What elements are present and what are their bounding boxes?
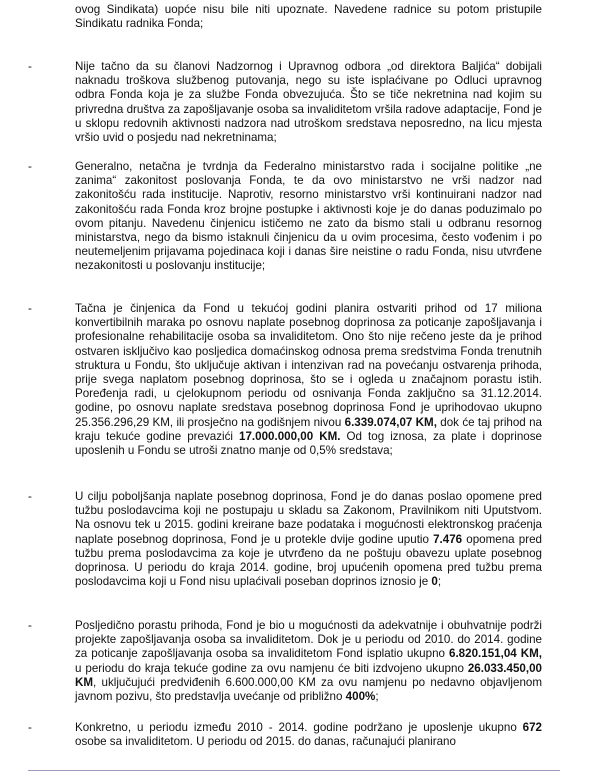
paragraph-text xyxy=(75,3,542,31)
paragraph-text xyxy=(75,302,542,458)
text-run: Od tog iznosa, za plate i doprinose uposlenih u Fondu se utroši znatno manje od 0,5% sredstava; xyxy=(75,429,543,458)
emphasized-figure: 6.339.074,07 KM, xyxy=(344,415,437,429)
emphasized-figure: 0 xyxy=(431,575,438,589)
bullet-dash: - xyxy=(28,721,32,734)
text-run: Tačna je činjenica da Fond u tekućoj godini planira ostvariti prihod od 17 miliona konvertibilnih maraka po osnovu naplate posebnog doprinosa za poticanje zapošljavanja i profesionalne rehabilitacije osoba sa invaliditetom. Ono što nije rečeno jeste da je prihod ostvaren isključivo kao posljedica domaćinskog odnosa prema sredstvima Fonda trenutnih struktura u Fondu, što uključuje aktivan i intenzivan rad na povećanju ostvarenja prihoda, prije svega naplatom posebnog doprinosa, što se i ogleda u značajnom porastu istih. Poređenja radi, u cjelokupnom periodu od osnivanja Fonda zaključno sa 31.12.2014. godine, po osnovu naplate sredstava posebnog doprinosa Fond je uprihodovao ukupno 25.356.296,29 KM, ili prosječno na godišnjem nivou xyxy=(75,302,542,429)
bullet-dash: - xyxy=(28,60,32,73)
paragraph-text xyxy=(75,60,542,145)
text-run: Generalno, netačna je tvrdnja da Federalno ministarstvo rada i socijalne politike „ne zanima“ zakonitost poslovanja Fonda, te da ovo ministarstvo ne vrši nadzor nad zakonitošću rada institucije. Naprotiv, resorno ministarstvo vrši kontinuirani nadzor nad zakonitošću rada Fonda kroz brojne postupke i aktivnosti koje je do danas poduzimalo po ovom pitanju. Navedenu činjenicu ističemo ne zato da bismo stali u odbranu resornog ministarstva, nego da bismo istaknuli činjenicu da u ovim procesima, često vođenim i po neutemeljenim prijavama pojedinaca koji i danas šire neistine o radu Fonda, nisu utvrđene nezakonitosti u poslovanju institucije; xyxy=(75,160,542,273)
emphasized-figure: 17.000.000,00 KM. xyxy=(239,429,341,443)
emphasized-figure: 400% xyxy=(345,690,376,704)
text-run: osobe sa invaliditetom. U periodu od 2015. do danas, računajući planirano xyxy=(75,735,456,749)
text-run: ; xyxy=(437,575,442,589)
text-run: u periodu do kraja tekuće godine za ovu namjenu će biti izdvojeno ukupno xyxy=(75,661,468,675)
emphasized-figure: 6.820.151,04 KM, xyxy=(449,647,542,661)
footer-divider xyxy=(28,770,560,771)
emphasized-figure: 26.033.450,00 KM xyxy=(75,661,542,689)
paragraph-text xyxy=(75,619,542,704)
text-run: U cilju poboljšanja naplate posebnog doprinosa, Fond je do danas poslao opomene pred tužbu poslodavcima koji ne postupaju u skladu sa Zakonom, Pravilnikom niti Uputstvom. Na osnovu tek u 2015. godini kreirane baze podataka i mogućnosti elektronskog praćenja naplate posebnog doprinosa, Fond je u protekle dvije godine uputio xyxy=(75,490,542,546)
emphasized-figure: 7.476 xyxy=(433,532,463,546)
emphasized-figure: 672 xyxy=(522,721,542,734)
bullet-dash: - xyxy=(28,619,32,632)
bullet-dash: - xyxy=(28,302,32,315)
paragraph-text xyxy=(75,490,542,589)
text-run: Konkretno, u periodu između 2010 - 2014. godine podržano je uposlenje ukupno xyxy=(75,721,523,734)
text-run: Nije tačno da su članovi Nadzornog i Upravnog odbora „od direktora Baljića“ dobijali naknadu troškova službenog putovanja, nego su iste isplaćivane po Odluci upravnog odbra Fonda koja je za službe Fonda obvezujuća. Što se tiče nekretnina nad kojim su privredna društva za zapošljavanje osoba sa invaliditetom vršila radove adaptacije, Fond je u sklopu redovnih aktivnosti nadzora nad utroškom sredstava neposredno, na licu mjesta vršio uvid o posjedu nad nekretninama; xyxy=(75,60,542,145)
bullet-dash: - xyxy=(28,490,32,503)
text-run: , uključujući predviđenih 6.600.000,00 KM za ovu namjenu po nedavno objavljenom javnom pozivu, što predstavlja uvećanje od približno xyxy=(75,675,542,704)
bullet-dash: - xyxy=(28,160,32,173)
text-run: ovog Sindikata) uopće nisu bile niti upoznate. Navedene radnice su potom pristupile Sindikatu radnika Fonda; xyxy=(75,3,542,31)
paragraph-text xyxy=(75,721,542,749)
paragraph-text xyxy=(75,160,542,274)
text-run: dok će taj prihod na kraju tekuće godine prevazići xyxy=(75,415,542,443)
text-run: ; xyxy=(375,690,379,704)
text-run: Posljedično porastu prihoda, Fond je bio u mogućnosti da adekvatnije i obuhvatnije podrži projekte zapošljavanja osoba sa invaliditetom. Dok je u periodu od 2010. do 2014. godine za poticanje zapošljavanja osoba sa invaliditetom Fond isplatio ukupno xyxy=(75,619,542,661)
text-run: opomena pred tužbu prema poslodavcima za koje je utvrđeno da ne poštuju obavezu uplate posebnog doprinosa. U periodu do kraja 2014. godine, broj upućenih opomena pred tužbu prema poslodavcima koji u Fond nisu uplaćivali poseban doprinos iznosio je xyxy=(75,532,542,589)
